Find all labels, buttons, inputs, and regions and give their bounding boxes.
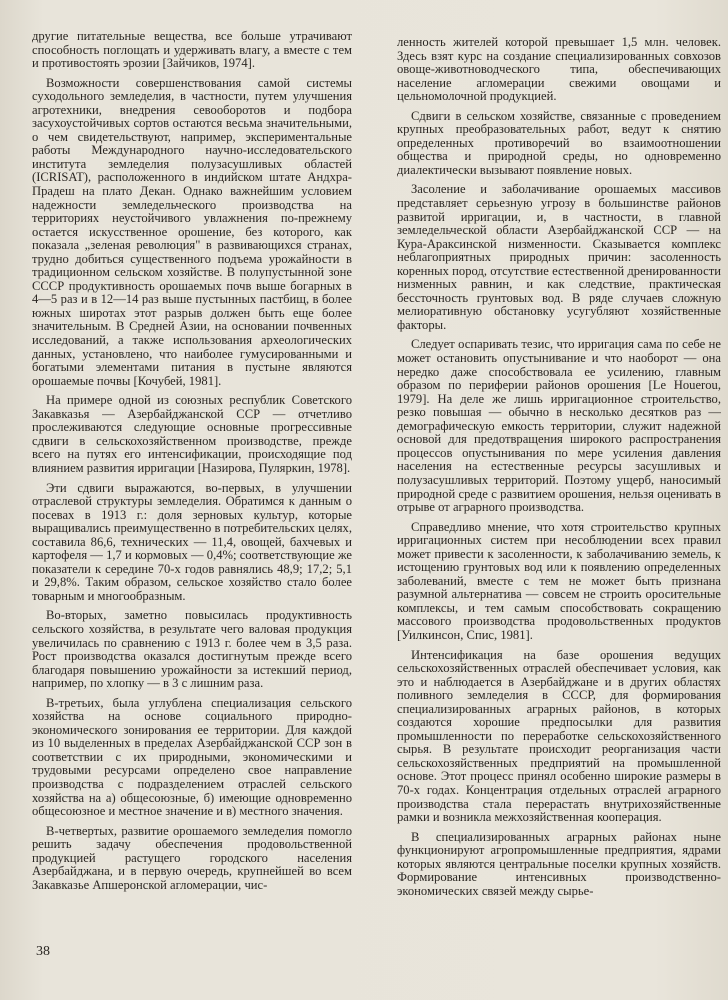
paragraph: Интенсификация на базе орошения ведущих сельскохозяйственных отраслей обеспечивает условия, как это и наблюдается в Азербайджане и в других областях поливного земледелия в СССР, для формирования специализированных аграрных районов, в которых создаются хорошие предпосылки для развития промышленности по переработке сельскохозяйственного сырья. В результате происходит реорганизация части сельскохозяйственных предприятий на промышленной основе. Этот процесс принял особенно широкие размеры в 70-х годах. Концентрация отдельных отраслей аграрного производства стала перерастать внутрихозяйственные рамки и возникла межхозяйственная кооперация.: [397, 647, 721, 825]
paragraph: В специализированных аграрных районах ныне функционируют агропромышленные предприятия, ядрами которых являются центральные поселки крупных хозяйств. Формирование интенсивных производственно-экономических связей между сырье-: [397, 829, 721, 898]
right-text-column: [397, 36, 721, 956]
left-text-column: [32, 30, 352, 950]
paragraph: В-третьих, была углублена специализация сельского хозяйства на основе социального природно-экономического зонирования ее территории. Для каждой из 10 выделенных в пределах Азербайджанской ССР зон в соответствии с их природными, экономическими и трудовыми ресурсами определено свое направление производства с подразделением отраслей сельского хозяйства на а) общесоюзные, б) имеющие одновременно общесоюзное и местное значение и в) местного значения.: [32, 695, 352, 819]
paragraph: Засоление и заболачивание орошаемых массивов представляет серьезную угрозу в большинстве районов развитой ирригации, и, в частности, в главной земледельческой области Азербайджанской ССР — на Кура-Араксинской низменности. Сказывается комплекс неблагоприятных природных причин: засоленность коренных пород, отсутствие естественной дренированности низменных равнин, и как следствие, практическая бессточность грунтовых вод. В ряде случаев сложную мелиоративную обстановку усугубляют хозяйственные факторы.: [397, 182, 721, 332]
paragraph: Справедливо мнение, что хотя строительство крупных ирригационных систем при несоблюдении всех правил может привести к засоленности, к заболачиванию земель, к истощению грунтовых вод или к появлению определенных заболеваний, вместе с тем не может быть признана разумной альтернатива — совсем не строить оросительные комплексы, и тем самым способствовать сокращению массового производства продовольственных продуктов [Уилкинсон, Спис, 1981].: [397, 519, 721, 642]
paragraph: Сдвиги в сельском хозяйстве, связанные с проведением крупных преобразовательных работ, ведут к снятию определенных противоречий во взаимоотношении общества и природной среды, но одновременно диалектически вызывают появление новых.: [397, 108, 721, 177]
paragraph: другие питательные вещества, все больше утрачивают способность поглощать и удерживать влагу, а вместе с тем и противостоять эрозии [Зайчиков, 1974].: [32, 30, 352, 71]
paragraph: ленность жителей которой превышает 1,5 млн. человек. Здесь взят курс на создание специализированных совхозов овоще-животноводческого типа, обеспечивающих население агломерации свежими овощами и цельномолочной продукцией.: [397, 36, 721, 104]
paragraph: На примере одной из союзных республик Советского Закавказья — Азербайджанской ССР — отчетливо прослеживаются следующие основные прогрессивные сдвиги в сельскохозяйственном производстве, прежде всего на путях его интенсификации, происходящие под влиянием развития ирригации [Назирова, Пуляркин, 1978].: [32, 393, 352, 475]
paragraph: Во-вторых, заметно повысилась продуктивность сельского хозяйства, в результате чего валовая продукция увеличилась по сравнению с 1913 г. более чем в 3,5 раза. Рост производства оказался достигнутым прежде всего благодаря повышению урожайности за истекший период, например, по хлопку — в 3 с лишним раза.: [32, 608, 352, 691]
paragraph: Эти сдвиги выражаются, во-первых, в улучшении отраслевой структуры земледелия. Обратимся к данным о посевах в 1913 г.: доля зерновых культур, которые выращивались преимущественно в потребительских целях, составила 86,6, технических — 11,4, овощей, бахчевых и картофеля — 1,7 и кормовых — 0,4%; соответствующие же показатели к середине 70-х годов равнялись 48,9; 17,2; 5,1 и 29,8%. Таким образом, сельское хозяйство стало более товарным и многообразным.: [32, 480, 352, 603]
paragraph: В-четвертых, развитие орошаемого земледелия помогло решить задачу обеспечения продовольственной продукцией растущего городского населения Азербайджана, и в первую очередь, крупнейшей во всем Закавказье Апшеронской агломерации, чис-: [32, 823, 352, 892]
page-number: 38: [36, 944, 50, 959]
paragraph: Следует оспаривать тезис, что ирригация сама по себе не может остановить опустынивание и что наоборот — она нередко даже способствовала ее усилению, главным образом по периферии районов орошения [Le Houerou, 1979]. На деле же лишь ирригационное строительство, резко повышая — обычно в несколько десятков раз — демографическую емкость территории, служит надежной основой для предотвращения широкого распространения процессов опустынивания по мере усиления давления населения на естественные ресурсы засушливых и полузасушливых территорий. Поэтому ущерб, наносимый природной среде с развитием орошения, нельзя оценивать в отрыве от аграрного производства.: [397, 337, 721, 515]
paragraph: Возможности совершенствования самой системы суходольного земледелия, в частности, путем улучшения агротехники, внедрения севооборотов и подбора засухоустойчивых сортов остаются весьма значительными, о чем свидетельствуют, например, экспериментальные работы Международного научно-исследовательского института земледелия полузасушливых областей (ICRISAT), расположенного в индийском штате Андхра-Прадеш на плато Декан. Однако важнейшим условием надежности земледельческого производства на территориях неустойчивого увлажнения по-прежнему остается искусственное орошение, без которого, как показала „зеленая революция" в развивающихся странах, трудно добиться существенного подъема урожайности в традиционном сельском хозяйстве. В полупустынной зоне СССР продуктивность орошаемых почв выше богарных в 4—5 раз и в 12—14 раз выше пустынных пастбищ, в более южных широтах этот разрыв должен быть еще более значительным. В Средней Азии, на основании почвенных исследований, а также использования археологических данных, установлено, что наиболее гумусированными и богатыми элементами питания в пустыне являются орошаемые почвы [Кочубей, 1981].: [32, 75, 352, 388]
